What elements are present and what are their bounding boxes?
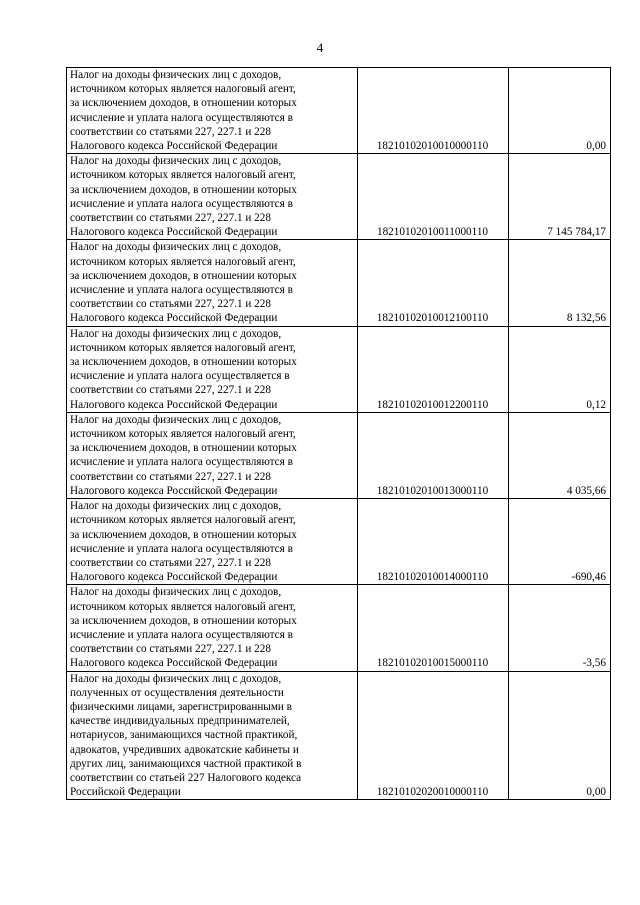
income-name: Налог на доходы физических лиц с доходов, источником которых является налоговый агент, за исключением доходов, в отношении которых исчисление и уплата налога осуществляются в соответствии со статьями 227, 227.1 и 228 Налогового кодекса Российской Федерации — [70, 586, 297, 670]
table-row — [67, 412, 611, 498]
income-name: Налог на доходы физических лиц с доходов, источником которых является налоговый агент, за исключением доходов, в отношении которых исчисление и уплата налога осуществляется в соответствии со статьями 227, 227.1 и 228 Налогового кодекса Российской Федерации — [70, 327, 297, 411]
budget-code: 18210102010012200110 — [358, 326, 509, 412]
income-name: Налог на доходы физических лиц с доходов, источником которых является налоговый агент, за исключением доходов, в отношении которых исчисление и уплата налога осуществляются в соответствии со статьями 227, 227.1 и 228 Налогового кодекса Российской Федерации — [70, 241, 297, 325]
income-name: Налог на доходы физических лиц с доходов, источником которых является налоговый агент, за исключением доходов, в отношении которых исчисление и уплата налога осуществляются в соответствии со статьями 227, 227.1 и 228 Налогового кодекса Российской Федерации — [70, 413, 297, 497]
budget-code: 18210102010013000110 — [358, 412, 509, 498]
table-row — [67, 671, 611, 800]
amount: 4 035,66 — [509, 412, 611, 498]
income-name-cell — [67, 671, 358, 800]
table-row — [67, 499, 611, 585]
table-row — [67, 585, 611, 671]
amount: -3,56 — [509, 585, 611, 671]
income-name: Налог на доходы физических лиц с доходов, источником которых является налоговый агент, за исключением доходов, в отношении которых исчисление и уплата налога осуществляются в соответствии со статьями 227, 227.1 и 228 Налогового кодекса Российской Федерации — [70, 500, 297, 584]
income-name-cell — [67, 154, 358, 240]
budget-code: 18210102010011000110 — [358, 154, 509, 240]
budget-code: 18210102020010000110 — [358, 671, 509, 800]
page-number: 4 — [316, 40, 324, 55]
income-name: Налог на доходы физических лиц с доходов, полученных от осуществления деятельности физическими лицами, зарегистрированными в качестве индивидуальных предпринимателей, нотариусов, занимающихся частной практикой, адвокатов, учредивших адвокатские кабинеты и других лиц, занимающихся частной практикой в соответствии со статьей 227 Налогового кодекса Российской Федерации — [70, 672, 302, 799]
table-row — [67, 68, 611, 154]
income-name: Налог на доходы физических лиц с доходов, источником которых является налоговый агент, за исключением доходов, в отношении которых исчисление и уплата налога осуществляются в соответствии со статьями 227, 227.1 и 228 Налогового кодекса Российской Федерации — [70, 69, 297, 153]
amount: 7 145 784,17 — [509, 154, 611, 240]
amount: -690,46 — [509, 499, 611, 585]
budget-code: 18210102010014000110 — [358, 499, 509, 585]
income-name-cell — [67, 240, 358, 326]
budget-code: 18210102010015000110 — [358, 585, 509, 671]
table-row — [67, 240, 611, 326]
table-row — [67, 326, 611, 412]
income-name-cell — [67, 68, 358, 154]
income-name: Налог на доходы физических лиц с доходов, источником которых является налоговый агент, за исключением доходов, в отношении которых исчисление и уплата налога осуществляются в соответствии со статьями 227, 227.1 и 228 Налогового кодекса Российской Федерации — [70, 155, 297, 239]
table-row — [67, 154, 611, 240]
income-name-cell — [67, 499, 358, 585]
amount: 0,00 — [509, 68, 611, 154]
amount: 0,00 — [509, 671, 611, 800]
income-name-cell — [67, 326, 358, 412]
amount: 0,12 — [509, 326, 611, 412]
budget-code: 18210102010010000110 — [358, 68, 509, 154]
budget-code: 18210102010012100110 — [358, 240, 509, 326]
income-name-cell — [67, 585, 358, 671]
amount: 8 132,56 — [509, 240, 611, 326]
income-table — [66, 67, 611, 800]
income-name-cell — [67, 412, 358, 498]
